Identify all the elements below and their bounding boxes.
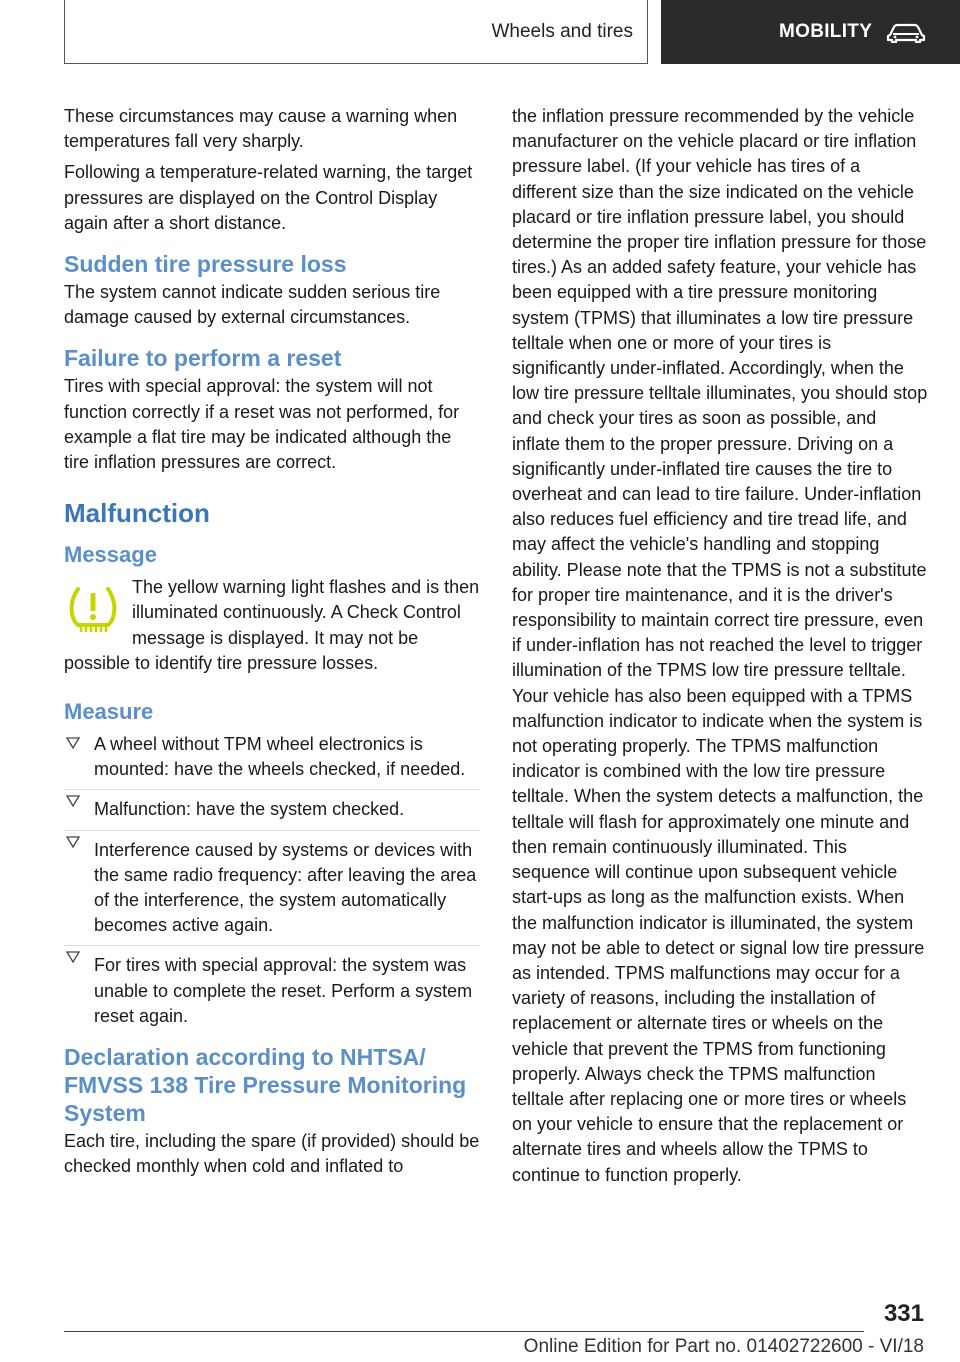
right-column (512, 104, 928, 1194)
tire-pressure-warning-icon (64, 583, 122, 635)
measure-list (64, 732, 480, 1029)
list-item-text: Malfunction: have the system checked. (94, 799, 405, 820)
footer-rule (64, 1331, 864, 1332)
list-item (64, 789, 480, 822)
left-column (64, 104, 480, 1185)
header-bottom-rule (64, 63, 648, 64)
heading-malfunction: Malfunction (64, 498, 210, 529)
triangle-bullet-icon (66, 950, 80, 964)
paragraph: the inflation pressure recommended by the vehicle manufacturer on the vehicle placard or tire inflation pressure label. (If your vehicle has tires of a different size than the size indicated on the vehicle placard or tire inflation pressure label, you should determine the proper tire inflation pressure for those tires.) As an added safety feature, your vehicle has been equipped with a tire pressure monitoring system (TPMS) that illuminates a low tire pressure telltale when one or more of your tires is significantly under-inflated. Accordingly, when the low tire pressure telltale illuminates, you should stop and check your tires as soon as possible, and inflate them to the proper pressure. Driving on a significantly under-inflated tire causes the tire to overheat and can lead to tire failure. Under-inflation also reduces fuel efficiency and tire tread life, and may affect the vehicle's handling and stopping ability. Please note that the TPMS is not a substitute for proper tire maintenance, and it is the driver's responsibility to maintain correct tire pressure, even if under-inflation has not reached the level to trigger illumination of the TPMS low tire pressure telltale. Your vehicle has also been equipped with a TPMS malfunction indicator to indicate when the system is not operating properly. The TPMS malfunction indicator is combined with the low tire pressure telltale. When the system detects a malfunction, the telltale will flash for approximately one minute and then remain continuously illuminated. This sequence will continue upon subsequent vehicle start-ups as long as the malfunction exists. When the malfunction indicator is illuminated, the system may not be able to detect or signal low tire pressure as intended. TPMS malfunctions may occur for a variety of reasons, including the installation of replacement or alternate tires or wheels on the vehicle that prevent the TPMS from functioning properly. Always check the TPMS malfunction telltale after replacing one or more tires or wheels on your vehicle to ensure that the replacement or alternate tires and wheels allow the TPMS to continue to function properly. (512, 106, 928, 1185)
message-text: The yellow warning light flashes and is then illuminated continuously. A Check Control message is displayed. It may not be possible to identify tire pressure losses. (64, 577, 480, 673)
heading-message: Message (64, 542, 157, 568)
paragraph: Following a temperature-related warning, the target pressures are displayed on the Control Display again after a short distance. (64, 162, 473, 233)
triangle-bullet-icon (66, 835, 80, 849)
triangle-bullet-icon (66, 736, 80, 750)
section-title: Wheels and tires (491, 20, 633, 42)
heading-sudden-loss: Sudden tire pressure loss (64, 251, 347, 278)
heading-failure-reset: Failure to perform a reset (64, 345, 342, 372)
list-item-text: For tires with special approval: the system was unable to complete the reset. Perform a system reset again. (94, 955, 473, 1026)
header-chapter-tab (661, 0, 960, 64)
paragraph: These circumstances may cause a warning when temperatures fall very sharply. (64, 106, 458, 152)
chapter-title: MOBILITY (779, 21, 873, 42)
paragraph: The system cannot indicate sudden serious tire damage caused by external circumstances. (64, 282, 441, 328)
page-number: 331 (883, 1300, 924, 1327)
paragraph: Tires with special approval: the system will not function correctly if a reset was not performed, for example a flat tire may be indicated although the tire inflation pressures are correct. (64, 376, 460, 473)
triangle-bullet-icon (66, 794, 80, 808)
list-item (64, 732, 480, 782)
paragraph: Each tire, including the spare (if provided) should be checked monthly when cold and inflated to (64, 1131, 480, 1177)
list-item (64, 830, 480, 939)
list-item (64, 945, 480, 1029)
car-icon (886, 21, 926, 43)
list-item-text: Interference caused by systems or devices with the same radio frequency: after leaving the area of the interference, the system automatically becomes active again. (94, 839, 477, 936)
header-section-title (65, 0, 648, 63)
edition-footer: Online Edition for Part no. 01402722600 - VI/18 (523, 1336, 924, 1357)
message-block (64, 575, 480, 676)
heading-declaration: Declaration according to NHTSA/ FMVSS 138 Tire Pressure Monitoring System (64, 1044, 467, 1127)
list-item-text: A wheel without TPM wheel electronics is mounted: have the wheels checked, if needed. (94, 734, 466, 780)
heading-measure: Measure (64, 699, 154, 725)
